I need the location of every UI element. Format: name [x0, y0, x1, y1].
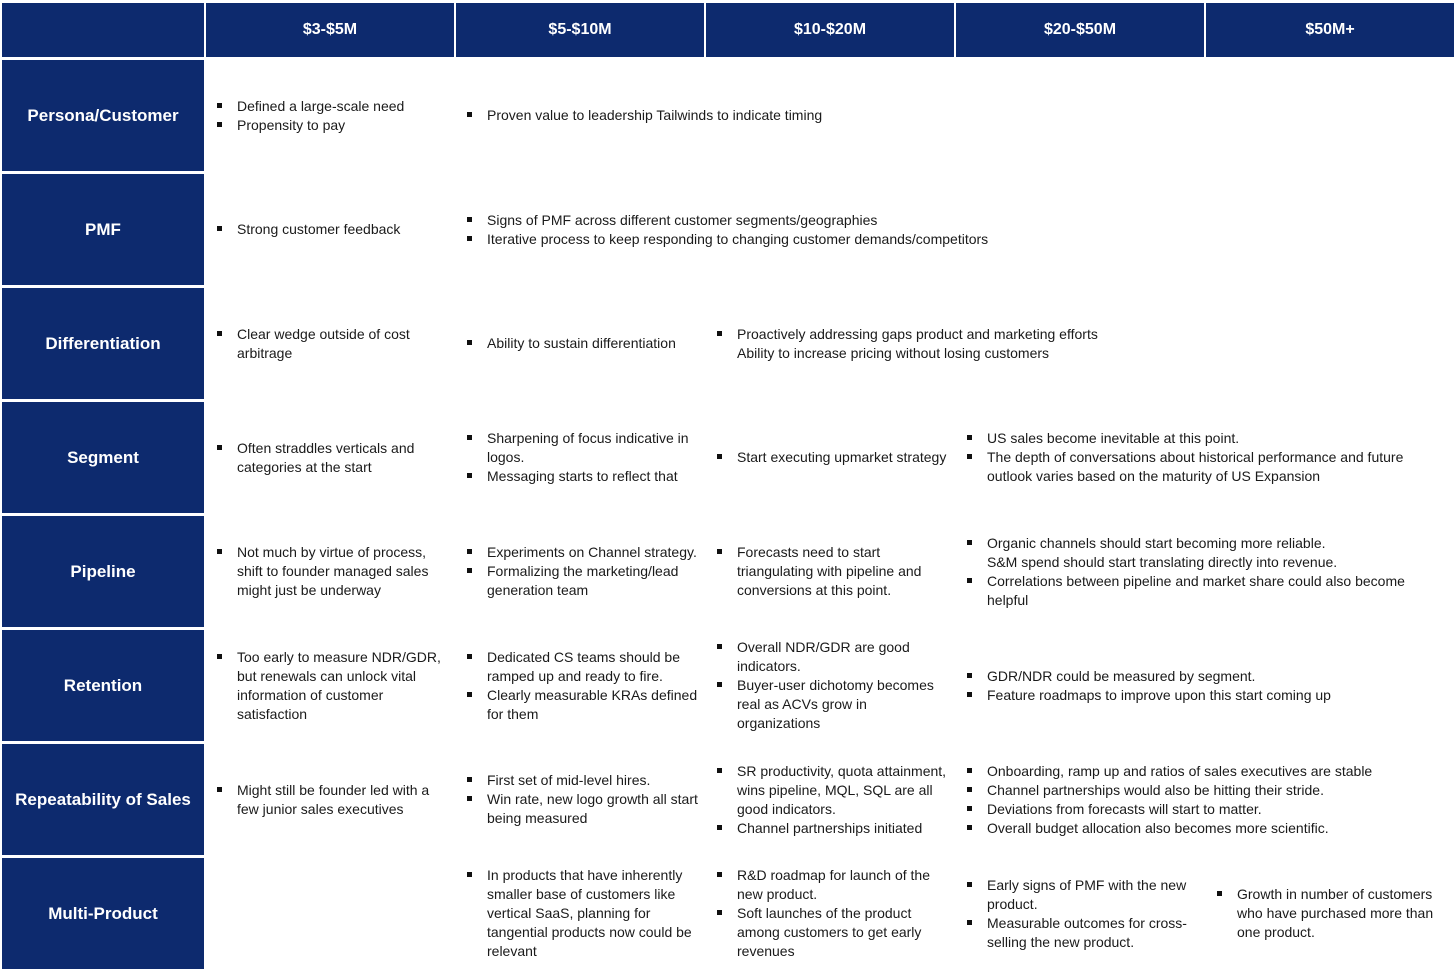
square-bullet-icon	[717, 825, 722, 830]
table-cell	[706, 288, 1454, 399]
list-item	[966, 448, 1450, 486]
square-bullet-icon	[467, 654, 472, 659]
square-bullet-icon	[967, 540, 972, 545]
list-item-text: Early signs of PMF with the new product.	[987, 876, 1187, 912]
square-bullet-icon	[467, 692, 472, 697]
list-item-text: Buyer-user dichotomy becomes real as ACVs grow in organizations	[737, 677, 934, 731]
square-bullet-icon	[217, 122, 222, 127]
square-bullet-icon	[467, 796, 472, 801]
list-item-text: Experiments on Channel strategy.	[487, 544, 697, 560]
list-item	[966, 914, 1200, 952]
list-item-text: Feature roadmaps to improve upon this start coming up	[987, 686, 1331, 703]
list-item-text: Start executing upmarket strategy	[737, 449, 947, 465]
square-bullet-icon	[967, 825, 972, 830]
bullet-list	[716, 448, 946, 467]
list-item	[466, 334, 676, 353]
table-cell	[456, 744, 704, 855]
square-bullet-icon	[217, 103, 222, 108]
square-bullet-icon	[467, 872, 472, 877]
bullet-list	[216, 97, 404, 135]
list-item	[466, 543, 700, 562]
square-bullet-icon	[717, 331, 722, 336]
column-header-5: $50M+	[1206, 3, 1454, 57]
list-item	[216, 543, 450, 600]
square-bullet-icon	[967, 692, 972, 697]
table-cell	[206, 630, 454, 741]
square-bullet-icon	[717, 768, 722, 773]
square-bullet-icon	[717, 682, 722, 687]
square-bullet-icon	[967, 920, 972, 925]
list-item	[966, 429, 1450, 448]
square-bullet-icon	[217, 226, 222, 231]
list-item	[216, 116, 404, 135]
bullet-list	[216, 648, 450, 724]
bullet-list	[216, 325, 450, 363]
list-item-text: Overall budget allocation also becomes more scientific.	[987, 819, 1329, 836]
bullet-list	[466, 648, 700, 724]
bullet-list	[466, 334, 676, 353]
bullet-list	[216, 439, 450, 477]
table-cell	[206, 744, 454, 855]
list-item	[716, 638, 950, 676]
square-bullet-icon	[717, 872, 722, 877]
list-item	[966, 667, 1331, 686]
square-bullet-icon	[467, 777, 472, 782]
list-item-text: Often straddles verticals and categories at the start	[237, 439, 415, 475]
bullet-list	[466, 211, 988, 249]
table-cell	[706, 858, 954, 969]
list-item-text: Sharpening of focus indicative in logos.	[487, 430, 689, 465]
square-bullet-icon	[1217, 891, 1222, 896]
bullet-list	[966, 876, 1200, 952]
square-bullet-icon	[967, 673, 972, 678]
list-item-text: Defined a large-scale need	[237, 97, 405, 114]
bullet-list	[966, 667, 1331, 705]
table-cell	[706, 630, 954, 741]
square-bullet-icon	[717, 910, 722, 915]
row-header-pipeline: Pipeline	[2, 516, 204, 627]
list-item	[216, 781, 450, 819]
table-cell	[456, 402, 704, 513]
square-bullet-icon	[717, 549, 722, 554]
square-bullet-icon	[967, 435, 972, 440]
list-item-text: Proven value to leadership Tailwinds to indicate timing	[487, 107, 823, 123]
list-item	[716, 448, 946, 467]
list-item	[966, 686, 1331, 705]
square-bullet-icon	[717, 644, 722, 649]
list-item	[466, 648, 700, 686]
column-header-4: $20-$50M	[956, 3, 1204, 57]
square-bullet-icon	[967, 882, 972, 887]
bullet-list	[466, 106, 822, 125]
table-cell	[456, 516, 704, 627]
bullet-list	[966, 429, 1450, 486]
row-header-multi-product: Multi-Product	[2, 858, 204, 969]
list-item	[466, 790, 700, 828]
list-item-text: Signs of PMF across different customer segments/geographies	[487, 211, 878, 228]
list-item	[966, 762, 1372, 781]
list-item-text: S&M spend should start translating directly into revenue.	[987, 553, 1338, 570]
list-item	[716, 866, 950, 904]
list-item	[466, 866, 700, 961]
table-cell	[456, 630, 704, 741]
square-bullet-icon	[217, 549, 222, 554]
square-bullet-icon	[467, 340, 472, 345]
list-item-text: Overall NDR/GDR are good indicators.	[737, 639, 910, 674]
square-bullet-icon	[967, 578, 972, 583]
list-item-text: Formalizing the marketing/lead generation team	[487, 563, 679, 598]
bullet-list	[466, 543, 700, 600]
bullet-list	[716, 638, 950, 733]
table-cell	[206, 402, 454, 513]
bullet-list	[966, 534, 1450, 610]
square-bullet-icon	[717, 454, 722, 459]
list-item-text: Propensity to pay	[237, 116, 346, 133]
list-item	[966, 781, 1372, 800]
list-item-text: Ability to sustain differentiation	[487, 335, 676, 351]
list-item	[716, 344, 1098, 363]
list-item	[466, 562, 700, 600]
bullet-list	[466, 866, 700, 961]
bullet-list	[716, 866, 950, 961]
list-item	[216, 648, 450, 724]
square-bullet-icon	[467, 473, 472, 478]
list-item-text: Measurable outcomes for cross-selling the new product.	[987, 914, 1187, 950]
bullet-list	[216, 220, 400, 239]
list-item-text: Channel partnerships would also be hitting their stride.	[987, 781, 1324, 798]
row-header-segment: Segment	[2, 402, 204, 513]
bullet-list	[716, 762, 950, 838]
bullet-list	[216, 543, 450, 600]
square-bullet-icon	[967, 787, 972, 792]
square-bullet-icon	[967, 806, 972, 811]
table-cell	[956, 630, 1454, 741]
bullet-list	[216, 781, 450, 819]
table-cell	[956, 858, 1204, 969]
list-item	[716, 762, 950, 819]
list-item-text: Forecasts need to start triangulating with pipeline and conversions at this point.	[737, 544, 922, 598]
list-item-text: Messaging starts to reflect that	[487, 468, 678, 484]
list-item	[716, 904, 950, 961]
list-item	[466, 686, 700, 724]
list-item-text: Growth in number of customers who have purchased more than one product.	[1237, 886, 1434, 940]
list-item	[466, 771, 700, 790]
list-item	[216, 325, 450, 363]
bullet-list	[466, 771, 700, 828]
bullet-list	[466, 429, 700, 486]
header-corner	[2, 3, 204, 57]
list-item	[716, 819, 950, 838]
row-header-differentiation: Differentiation	[2, 288, 204, 399]
table-cell	[956, 402, 1454, 513]
list-item-text: Dedicated CS teams should be ramped up and ready to fire.	[487, 648, 680, 684]
list-item-text: In products that have inherently smaller base of customers like vertical SaaS, planning for tangential products now could be relevant	[487, 867, 692, 959]
table-cell	[956, 516, 1454, 627]
list-item-text: Might still be founder led with a few junior sales executives	[237, 781, 430, 817]
list-item-text: Clear wedge outside of cost arbitrage	[237, 325, 410, 361]
list-item-text: Ability to increase pricing without losing customers	[737, 344, 1050, 361]
square-bullet-icon	[467, 236, 472, 241]
list-item-text: The depth of conversations about historical performance and future outlook varies based on the maturity of US Expansion	[987, 449, 1404, 484]
list-item	[466, 106, 822, 125]
table-cell	[456, 60, 1454, 171]
table-cell	[206, 516, 454, 627]
table-cell	[706, 744, 954, 855]
square-bullet-icon	[467, 435, 472, 440]
list-item	[466, 230, 988, 249]
list-item-text: R&D roadmap for launch of the new product.	[737, 867, 930, 902]
square-bullet-icon	[467, 549, 472, 554]
list-item	[716, 676, 950, 733]
list-item-text: Iterative process to keep responding to changing customer demands/competitors	[487, 230, 989, 247]
square-bullet-icon	[217, 654, 222, 659]
row-header-repeatability-of-sales: Repeatability of Sales	[2, 744, 204, 855]
list-item-text: Deviations from forecasts will start to matter.	[987, 800, 1262, 817]
list-item-text: Correlations between pipeline and market share could also become helpful	[987, 572, 1405, 608]
column-header-2: $5-$10M	[456, 3, 704, 57]
square-bullet-icon	[217, 445, 222, 450]
column-header-3: $10-$20M	[706, 3, 954, 57]
list-item	[466, 429, 700, 467]
table-cell	[456, 288, 704, 399]
row-header-retention: Retention	[2, 630, 204, 741]
list-item-text: US sales become inevitable at this point.	[987, 430, 1240, 446]
table-cell	[1206, 858, 1454, 969]
table-cell	[206, 174, 454, 285]
table-cell	[706, 402, 954, 513]
row-header-persona-customer: Persona/Customer	[2, 60, 204, 171]
list-item	[216, 97, 404, 116]
list-item	[716, 543, 950, 600]
square-bullet-icon	[967, 454, 972, 459]
table-cell	[456, 174, 1454, 285]
square-bullet-icon	[467, 568, 472, 573]
table-cell	[956, 744, 1454, 855]
list-item	[716, 325, 1098, 344]
list-item	[966, 819, 1372, 838]
column-header-1: $3-$5M	[206, 3, 454, 57]
bullet-list	[716, 543, 950, 600]
list-item-text: Too early to measure NDR/GDR, but renewals can unlock vital information of customer satisfaction	[237, 648, 441, 722]
table-cell	[456, 858, 704, 969]
list-item	[966, 572, 1450, 610]
row-header-pmf: PMF	[2, 174, 204, 285]
list-item-text: Soft launches of the product among customers to get early revenues	[737, 905, 922, 959]
list-item	[966, 553, 1450, 572]
table-cell	[706, 516, 954, 627]
list-item-text: Proactively addressing gaps product and marketing efforts	[737, 325, 1098, 342]
list-item-text: SR productivity, quota attainment, wins pipeline, MQL, SQL are all good indicators.	[737, 762, 947, 817]
list-item	[466, 211, 988, 230]
square-bullet-icon	[217, 331, 222, 336]
bullet-list	[1216, 885, 1450, 942]
square-bullet-icon	[967, 768, 972, 773]
bullet-list	[966, 762, 1372, 838]
square-bullet-icon	[217, 787, 222, 792]
bullet-list	[716, 325, 1098, 363]
list-item	[966, 876, 1200, 914]
list-item	[966, 800, 1372, 819]
list-item-text: GDR/NDR could be measured by segment.	[987, 667, 1256, 684]
list-item	[1216, 885, 1450, 942]
list-item-text: Strong customer feedback	[237, 221, 401, 237]
list-item	[216, 439, 450, 477]
square-bullet-icon	[467, 217, 472, 222]
list-item-text: Clearly measurable KRAs defined for them	[487, 686, 698, 722]
list-item-text: First set of mid-level hires.	[487, 772, 651, 788]
list-item-text: Win rate, new logo growth all start being measured	[487, 791, 698, 826]
table-cell	[206, 60, 454, 171]
table-cell	[206, 288, 454, 399]
list-item	[216, 220, 400, 239]
list-item-text: Organic channels should start becoming more reliable.	[987, 534, 1326, 551]
list-item-text: Channel partnerships initiated	[737, 819, 923, 836]
list-item	[466, 467, 700, 486]
list-item-text: Onboarding, ramp up and ratios of sales executives are stable	[987, 762, 1373, 779]
list-item	[966, 534, 1450, 553]
list-item-text: Not much by virtue of process, shift to founder managed sales might just be underway	[237, 544, 429, 598]
square-bullet-icon	[467, 112, 472, 117]
